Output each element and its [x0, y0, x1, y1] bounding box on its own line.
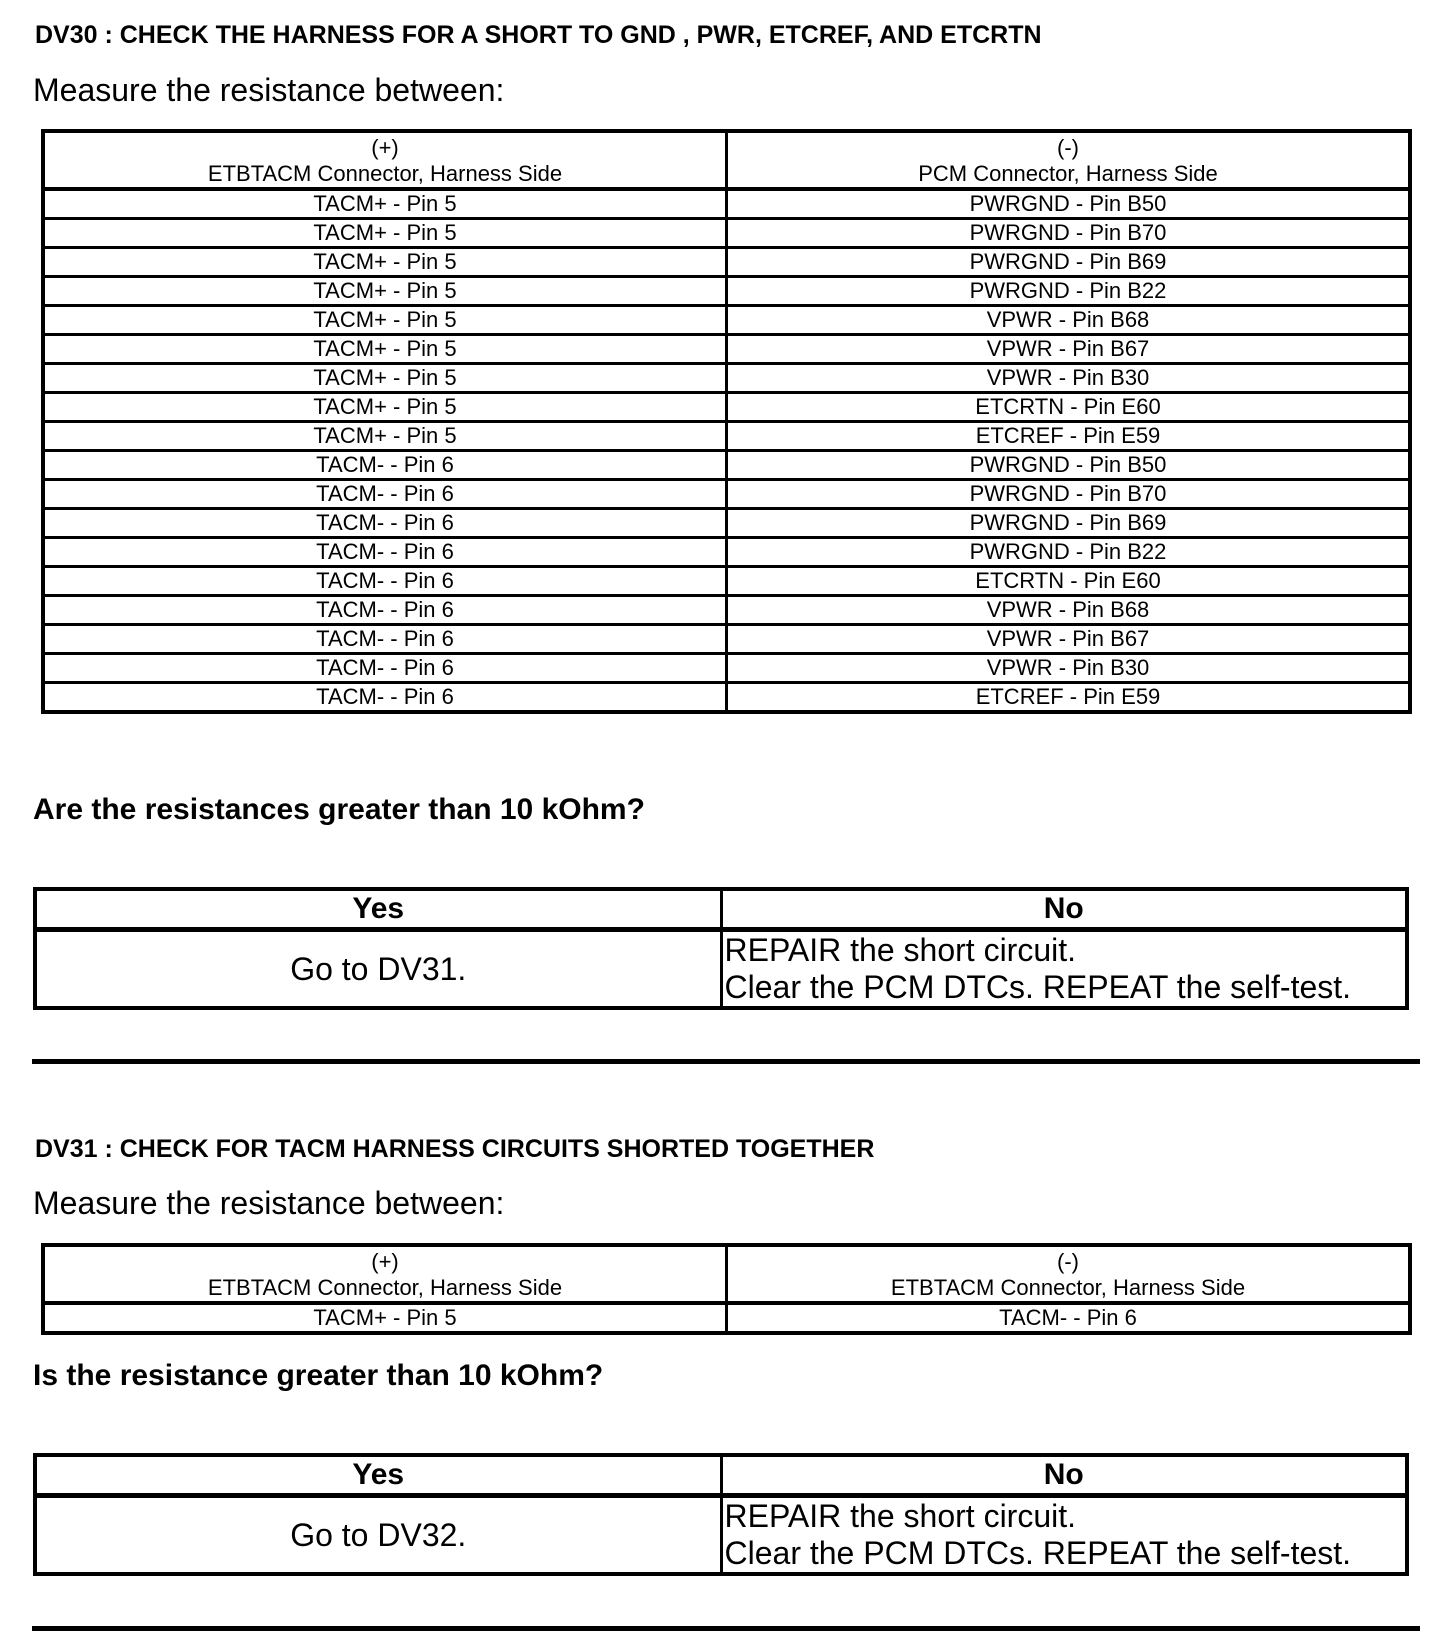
section-divider: [32, 1626, 1420, 1631]
minus-terminal-cell: VPWR - Pin B30: [727, 364, 1411, 393]
plus-terminal-cell: TACM- - Pin 6: [43, 509, 727, 538]
plus-sign: (+): [371, 135, 399, 160]
minus-terminal-cell: PWRGND - Pin B22: [727, 538, 1411, 567]
plus-terminal-cell: TACM+ - Pin 5: [43, 219, 727, 248]
table-row: [43, 219, 1410, 248]
plus-terminal-cell: TACM+ - Pin 5: [43, 393, 727, 422]
minus-terminal-cell: PWRGND - Pin B50: [727, 189, 1411, 219]
no-action-line: REPAIR the short circuit.: [724, 1498, 1077, 1534]
table-row: [43, 509, 1410, 538]
table-row: [43, 451, 1410, 480]
table-row: [43, 596, 1410, 625]
minus-terminal-cell: PWRGND - Pin B70: [727, 219, 1411, 248]
dv31-answer-table: [33, 1453, 1409, 1576]
minus-terminal-cell: VPWR - Pin B30: [727, 654, 1411, 683]
dv31-measurement-table: [41, 1243, 1412, 1335]
minus-terminal-cell: ETCRTN - Pin E60: [727, 567, 1411, 596]
minus-sign: (-): [1057, 135, 1079, 160]
table-row: [43, 306, 1410, 335]
minus-terminal-cell: ETCREF - Pin E59: [727, 422, 1411, 451]
section-divider: [32, 1059, 1420, 1064]
col-plus-header: [43, 131, 727, 189]
plus-terminal-cell: TACM+ - Pin 5: [43, 306, 727, 335]
plus-terminal-cell: TACM+ - Pin 5: [43, 248, 727, 277]
minus-sign: (-): [1057, 1249, 1079, 1274]
no-action: [721, 930, 1407, 1009]
table-row: [43, 364, 1410, 393]
plus-terminal-cell: TACM- - Pin 6: [43, 683, 727, 713]
minus-terminal-cell: PWRGND - Pin B69: [727, 248, 1411, 277]
plus-terminal-cell: TACM+ - Pin 5: [43, 364, 727, 393]
table-row: [43, 335, 1410, 364]
plus-terminal-cell: TACM- - Pin 6: [43, 480, 727, 509]
table-row: [43, 277, 1410, 306]
no-action-line: Clear the PCM DTCs. REPEAT the self-test.: [724, 1535, 1352, 1571]
plus-terminal-cell: TACM- - Pin 6: [43, 596, 727, 625]
plus-terminal-cell: TACM+ - Pin 5: [43, 189, 727, 219]
yes-header: Yes: [35, 1455, 721, 1496]
table-row: [43, 248, 1410, 277]
table-row: [43, 393, 1410, 422]
table-row: [43, 538, 1410, 567]
minus-terminal-cell: ETCREF - Pin E59: [727, 683, 1411, 713]
plus-terminal-cell: TACM+ - Pin 5: [43, 1303, 727, 1333]
plus-terminal-cell: TACM- - Pin 6: [43, 451, 727, 480]
minus-terminal-cell: PWRGND - Pin B22: [727, 277, 1411, 306]
no-action: [721, 1496, 1407, 1575]
table-row: [43, 625, 1410, 654]
minus-label: ETBTACM Connector, Harness Side: [890, 1275, 1246, 1300]
plus-terminal-cell: TACM- - Pin 6: [43, 625, 727, 654]
plus-label: ETBTACM Connector, Harness Side: [207, 161, 563, 186]
table-row: [43, 1303, 1410, 1333]
dv31-question: Is the resistance greater than 10 kOhm?: [33, 1359, 604, 1392]
col-minus-header: [727, 131, 1411, 189]
plus-terminal-cell: TACM- - Pin 6: [43, 567, 727, 596]
no-action-line: REPAIR the short circuit.: [724, 932, 1077, 968]
minus-terminal-cell: TACM- - Pin 6: [727, 1303, 1411, 1333]
yes-action: Go to DV32.: [35, 1496, 721, 1575]
plus-label: ETBTACM Connector, Harness Side: [207, 1275, 563, 1300]
yes-action: Go to DV31.: [35, 930, 721, 1009]
no-header: No: [721, 889, 1407, 930]
dv30-intro: Measure the resistance between:: [33, 72, 505, 108]
table-row: [43, 683, 1410, 713]
minus-terminal-cell: PWRGND - Pin B69: [727, 509, 1411, 538]
plus-terminal-cell: TACM+ - Pin 5: [43, 422, 727, 451]
plus-sign: (+): [371, 1249, 399, 1274]
table-row: [43, 654, 1410, 683]
dv30-answer-table: [33, 887, 1409, 1010]
minus-terminal-cell: VPWR - Pin B67: [727, 625, 1411, 654]
minus-terminal-cell: VPWR - Pin B67: [727, 335, 1411, 364]
table-row: [43, 567, 1410, 596]
minus-terminal-cell: VPWR - Pin B68: [727, 596, 1411, 625]
plus-terminal-cell: TACM+ - Pin 5: [43, 335, 727, 364]
dv30-measurement-table: [41, 129, 1412, 714]
plus-terminal-cell: TACM- - Pin 6: [43, 654, 727, 683]
dv31-title: DV31 : CHECK FOR TACM HARNESS CIRCUITS SHORTED TOGETHER: [35, 1135, 875, 1163]
minus-terminal-cell: ETCRTN - Pin E60: [727, 393, 1411, 422]
plus-terminal-cell: TACM+ - Pin 5: [43, 277, 727, 306]
table-row: [43, 480, 1410, 509]
dv30-question: Are the resistances greater than 10 kOhm?: [33, 793, 645, 826]
no-action-line: Clear the PCM DTCs. REPEAT the self-test.: [724, 969, 1352, 1005]
table-row: [43, 189, 1410, 219]
yes-header: Yes: [35, 889, 721, 930]
minus-terminal-cell: VPWR - Pin B68: [727, 306, 1411, 335]
col-plus-header: [43, 1245, 727, 1303]
minus-terminal-cell: PWRGND - Pin B50: [727, 451, 1411, 480]
col-minus-header: [727, 1245, 1411, 1303]
minus-terminal-cell: PWRGND - Pin B70: [727, 480, 1411, 509]
no-header: No: [721, 1455, 1407, 1496]
dv31-intro: Measure the resistance between:: [33, 1185, 505, 1221]
minus-label: PCM Connector, Harness Side: [918, 161, 1218, 186]
table-row: [43, 422, 1410, 451]
dv30-title: DV30 : CHECK THE HARNESS FOR A SHORT TO GND , PWR, ETCREF, AND ETCRTN: [35, 21, 1042, 49]
plus-terminal-cell: TACM- - Pin 6: [43, 538, 727, 567]
